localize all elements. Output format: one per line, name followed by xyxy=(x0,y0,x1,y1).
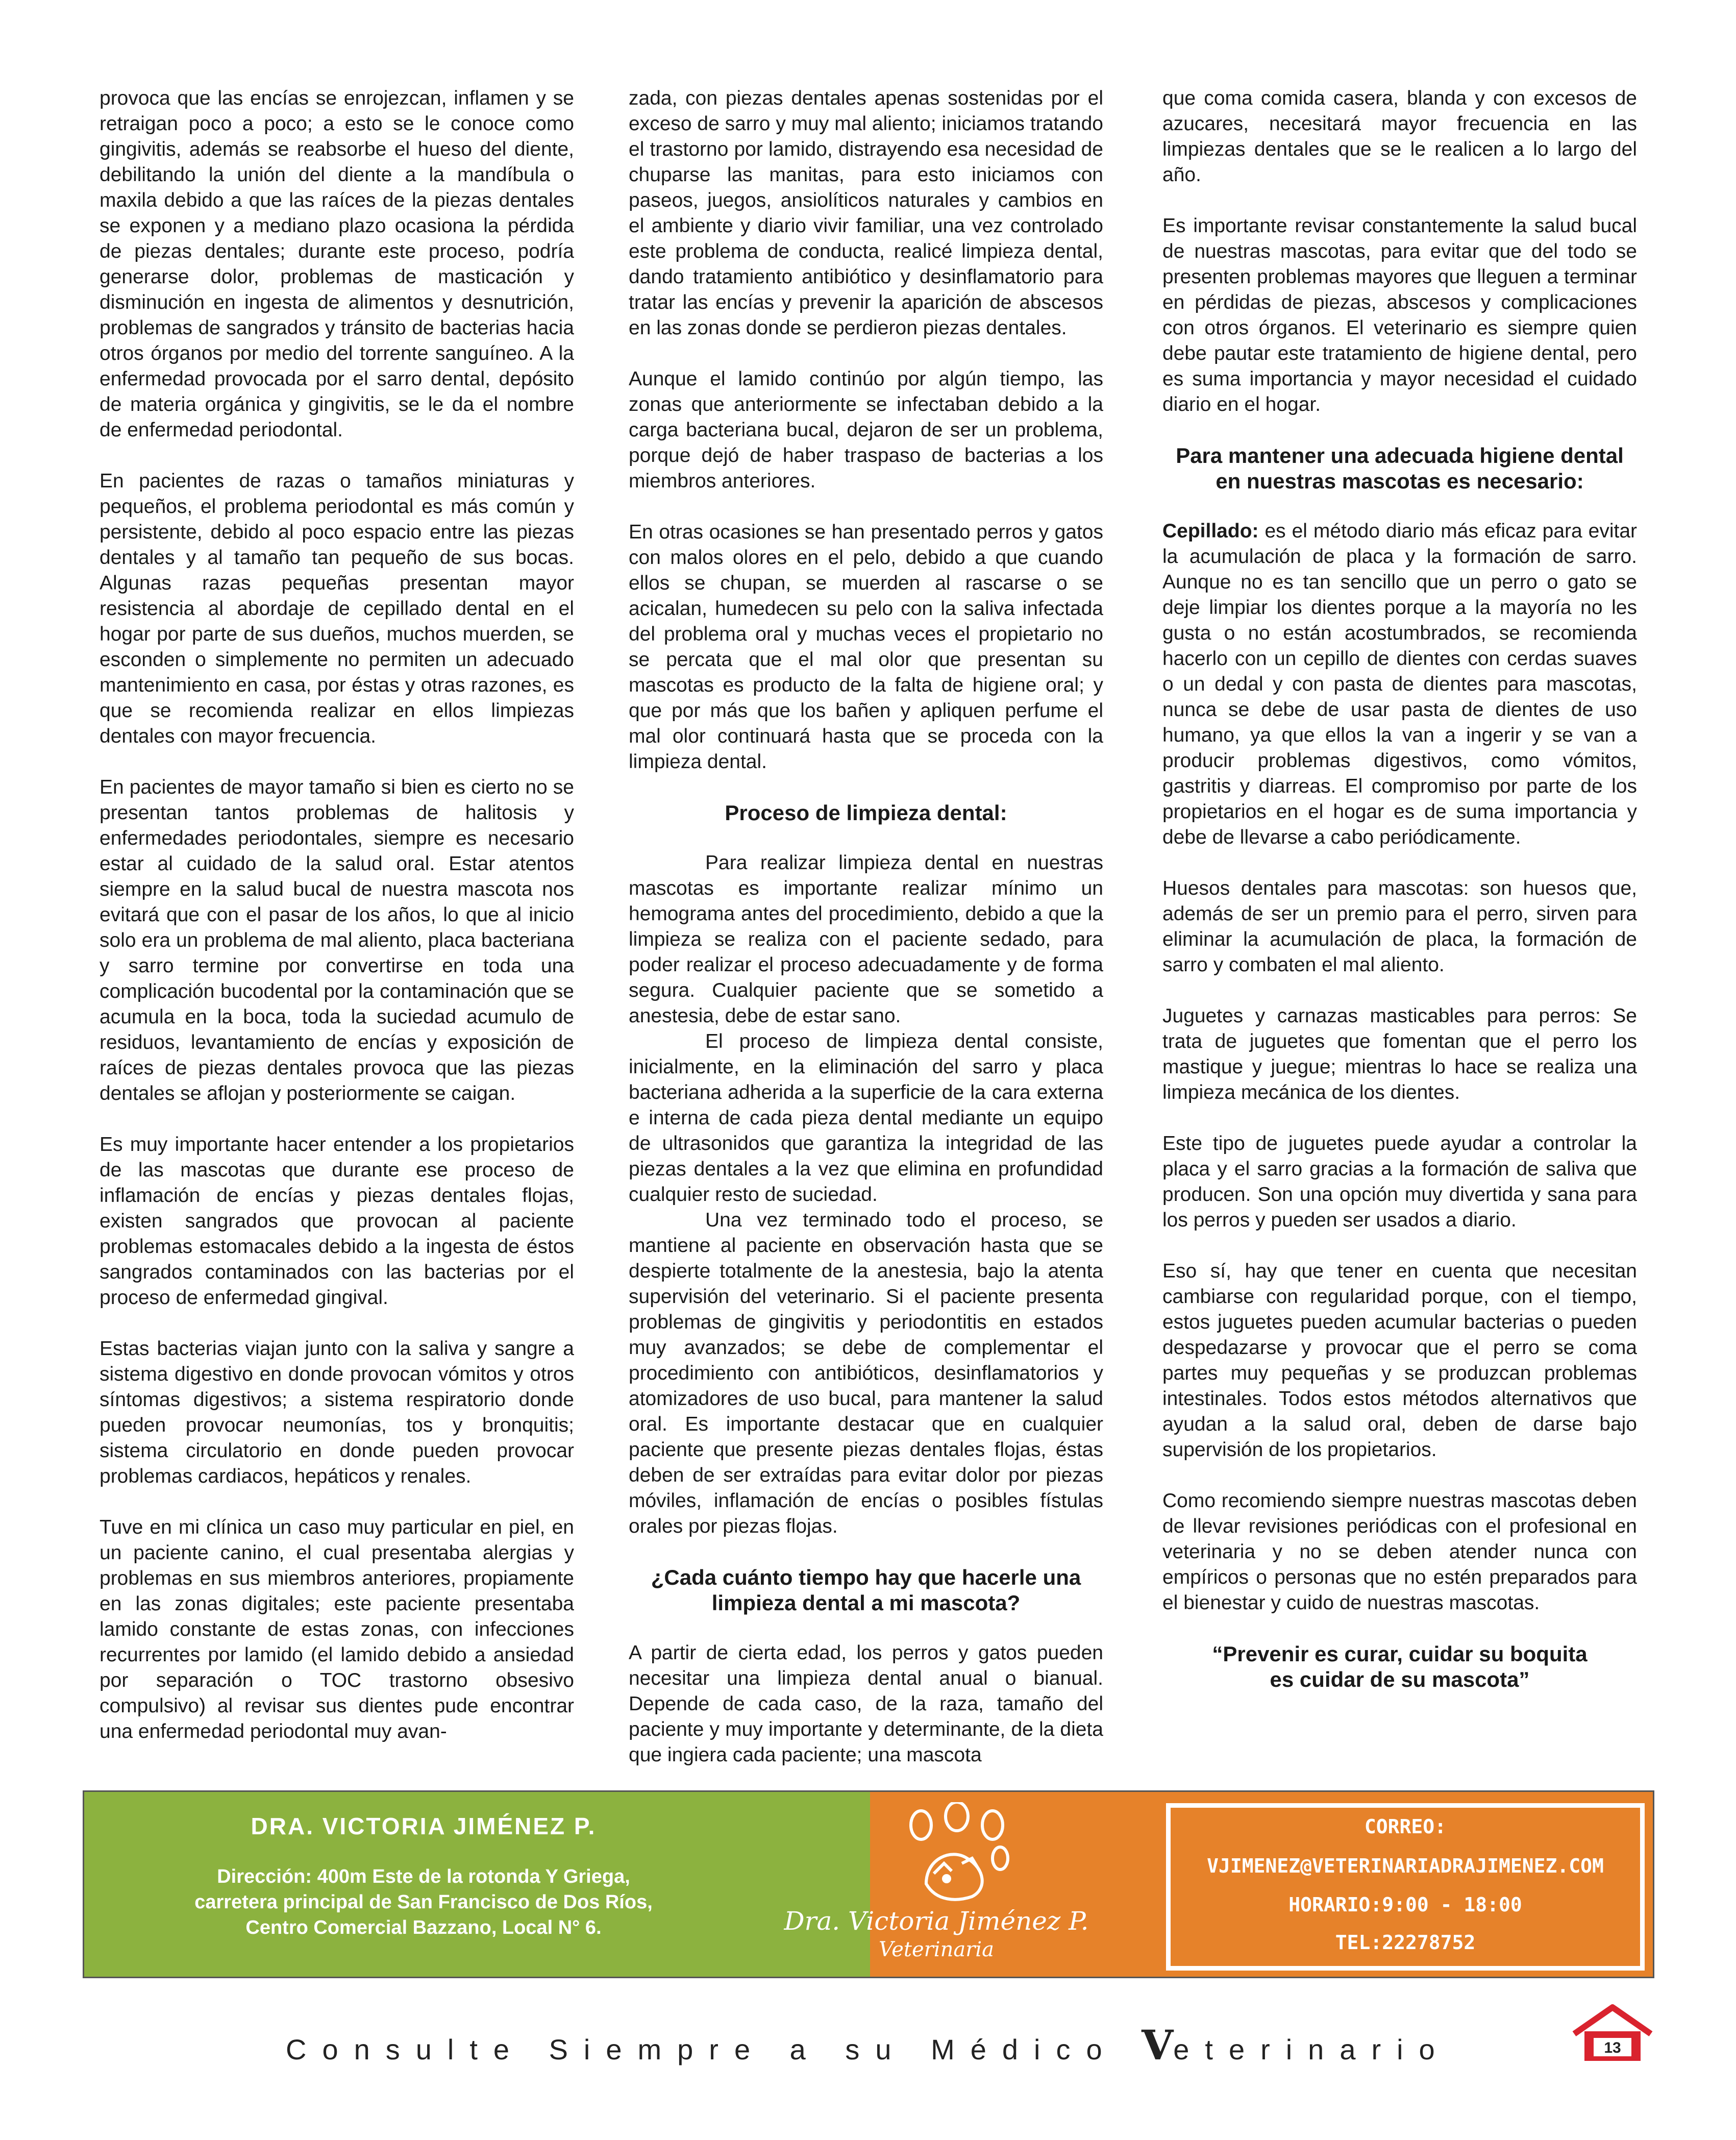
paw-print-logo-icon xyxy=(896,1802,1018,1904)
logo-subtitle: Veterinaria xyxy=(879,1938,994,1961)
section-heading: Para mantener una adecuada higiene dental en nuestras mascotas es necesario: xyxy=(1176,444,1624,493)
paragraph: En pacientes de razas o tamaños miniaturas y pequeños, el problema periodontal es más común y persistente, debido al poco espacio entre las piezas dentales y al tamaño tan pequeño de sus bocas. Algunas razas pequeñas presentan mayor resistencia al abordaje de cepillado dental en el hogar por parte de sus dueños, muchos muerden, se esconden o simplemente no permiten un adecuado mantenimiento en casa, por éstas y otras razones, es que se recomienda realizar en ellos limpiezas dentales con mayor frecuencia. xyxy=(100,470,574,747)
tagline-end: eterinario xyxy=(1173,2033,1451,2065)
paragraph: provoca que las encías se enrojezcan, inflamen y se retraigan poco a poco; a esto se le conoce como gingivitis, además se reabsorbe el hueso del diente, debilitando la unión del diente a la mandíbula o maxila debido a que las raíces de la piezas dentales se exponen y a mediano plazo ocasiona la pérdida de piezas dentales; durante este proceso, podría generarse dolor, problemas de masticación y disminución en ingesta de alimentos y desnutrición, problemas de sangrados y tránsito de bacterias hacia otros órganos por medio del torrente sanguíneo. A la enfermedad provocada por el sarro dental, depósito de materia orgánica y gingivitis, se le da el nombre de enfermedad periodontal. xyxy=(100,87,574,441)
column-1 xyxy=(100,86,574,1744)
paragraph xyxy=(1162,519,1637,850)
contact-box xyxy=(1166,1803,1645,1971)
paragraph: Este tipo de juguetes puede ayudar a controlar la placa y el sarro gracias a la formación de saliva que producen. Son una opción muy divertida y sana para los perros y pueden ser usados a diario. xyxy=(1162,1133,1637,1231)
tagline-start: Consulte Siempre a su Médico xyxy=(286,2033,1142,2065)
paragraph: zada, con piezas dentales apenas sostenidas por el exceso de sarro y muy mal aliento; iniciamos tratando el trastorno por lamido, distrayendo esa necesidad de chuparse las manitas, para esto iniciamos con paseos, juegos, ansiolíticos naturales y cambios en el ambiente y diario vivir familiar, una vez controlado este problema de conducta, realicé limpieza dental, dando tratamiento antibiótico y desinflamatorio para tratar las encías y prevenir la aparición de abscesos en las zonas donde se perdieron piezas dentales. xyxy=(629,87,1103,339)
address-line-2: carretera principal de San Francisco de Dos Ríos, xyxy=(194,1891,653,1913)
paragraph: Estas bacterias viajan junto con la saliva y sangre a sistema digestivo en donde provocan vómitos y otros síntomas digestivos; a sistema respiratorio donde pueden provocar neumonías, tos y bronquitis; sistema circulatorio en donde pueden provocar problemas cardiacos, hepáticos y renales. xyxy=(100,1338,574,1487)
vet-ad-banner xyxy=(83,1790,1654,1978)
paragraph-text: es el método diario más eficaz para evitar la acumulación de placa y la formación de sarro. Aunque no es tan sencillo que un perro o gato se deje limpiar los dientes porque a la mayoría no les gusta o no están acostumbrados, se recomienda hacerlo con un cepillo de dientes con cerdas suaves o un dedal y con pasta de dientes para mascotas, nunca se debe de usar pasta de dientes de uso humano, ya que ellos la van a ingerir y se van a producir problemas digestivos, como vómitos, gastritis y diarreas. El compromiso por parte de los propietarios en el hogar es de suma importancia y debe de llevarse a cabo periódicamente. xyxy=(1162,520,1637,848)
closing-quote-line-2: es cuidar de su mascota” xyxy=(1270,1667,1530,1691)
paragraph: Juguetes y carnazas masticables para perros: Se trata de juguetes que fomentan que el perro los mastique y juegue; mientras lo hace se realiza una limpieza mecánica de los dientes. xyxy=(1162,1005,1637,1103)
section-heading: ¿Cada cuánto tiempo hay que hacerle una limpieza dental a mi mascota? xyxy=(651,1565,1081,1615)
closing-quote-line-1: “Prevenir es curar, cuidar su boquita xyxy=(1212,1642,1588,1666)
paragraph: El proceso de limpieza dental consiste, inicialmente, en la eliminación del sarro y placa bacteriana adherida a la superficie de la cara externa e interna de cada pieza dental mediante un equipo de ultrasonidos que garantiza la integridad de las piezas dentales a la vez que elimina en profundidad cualquier resto de suciedad. xyxy=(629,1030,1103,1206)
address-line-3: Centro Comercial Bazzano, Local N° 6. xyxy=(245,1917,602,1938)
phone: TEL:22278752 xyxy=(1335,1931,1476,1954)
hours: HORARIO:9:00 - 18:00 xyxy=(1288,1893,1522,1916)
email-label: CORREO: xyxy=(1364,1815,1447,1838)
vet-name: DRA. VICTORIA JIMÉNEZ P. xyxy=(251,1813,597,1839)
paragraph: que coma comida casera, blanda y con excesos de azucares, necesitará mayor frecuencia en las limpiezas dentales que se le realicen a lo largo del año. xyxy=(1162,87,1637,186)
paragraph: Tuve en mi clínica un caso muy particular en piel, en un paciente canino, el cual presentaba alergias y problemas en sus miembros anteriores, propiamente en las zonas digitales; este paciente presentaba lamido constante de estas zonas, con infecciones recurrentes por lamido (el lamido debido a ansiedad por separación o TOC trastorno obsesivo compulsivo) al revisar sus dientes pude encontrar una enfermedad periodontal muy avan- xyxy=(100,1516,574,1742)
paragraph: Como recomiendo siempre nuestras mascotas deben de llevar revisiones periódicas con el profesional en veterinaria y no se deben atender nunca con empíricos o personas que no estén preparados para el bienestar y cuido de nuestras mascotas. xyxy=(1162,1490,1637,1614)
house-badge-icon xyxy=(1569,2003,1656,2064)
column-2 xyxy=(629,86,1103,1768)
paragraph: Para realizar limpieza dental en nuestras mascotas es importante realizar mínimo un hemograma antes del procedimiento, debido a que la limpieza se realiza con el paciente sedado, para poder realizar el proceso adecuadamente y de forma segura. Cualquier paciente que se sometido a anestesia, debe de estar sano. xyxy=(629,852,1103,1027)
section-heading: Proceso de limpieza dental: xyxy=(725,801,1007,825)
paragraph: Huesos dentales para mascotas: son huesos que, además de ser un premio para el perro, sirven para eliminar la acumulación de placa, la formación de sarro y combaten el mal aliento. xyxy=(1162,877,1637,976)
paragraph: Eso sí, hay que tener en cuenta que necesitan cambiarse con regularidad porque, con el tiempo, estos juguetes pueden acumular bacterias o pueden despedazarse y provocar que el perro se coma partes muy pequeñas y se produzcan problemas intestinales. Todos estos métodos alternativos que ayudan a la salud oral, deben de darse bajo supervisión de los propietarios. xyxy=(1162,1260,1637,1461)
paragraph: Es importante revisar constantemente la salud bucal de nuestras mascotas, para evitar que del todo se presenten problemas mayores que lleguen a terminar en pérdidas de piezas, abscesos y complicaciones con otros órganos. El veterinario es siempre quien debe pautar este tratamiento de higiene dental, pero es suma importancia y mayor necesidad el cuidado diario en el hogar. xyxy=(1162,215,1637,415)
paragraph: Una vez terminado todo el proceso, se mantiene al paciente en observación hasta que se despierte totalmente de la anestesia, bajo la atenta supervisión del veterinario. Si el paciente presenta problemas de gingivitis y periodontitis en estados muy avanzados; se debe de complementar el procedimiento con antibióticos, desinflamatorios y atomizadores de uso bucal, para mantener la salud oral. Es importante destacar que en cualquier paciente que presente piezas dentales flojas, éstas deben de ser extraídas para evitar dolor por piezas móviles, inflamación de encías o posibles fístulas orales por piezas flojas. xyxy=(629,1209,1103,1537)
email-link[interactable]: VJIMENEZ@VETERINARIADRAJIMENEZ.COM xyxy=(1207,1855,1604,1877)
page-number: 13 xyxy=(1604,2039,1621,2056)
caduceus-v-icon: V xyxy=(1142,2021,1174,2069)
logo-wordmark: Dra. Victoria Jiménez P. xyxy=(784,1906,1089,1936)
column-3 xyxy=(1162,86,1637,1692)
paragraph: En otras ocasiones se han presentado perros y gatos con malos olores en el pelo, debido a que cuando ellos se chupan, se muerden al rascarse o se acicalan, humedecen su pelo con la saliva infectada del problema oral y muchas veces el propietario no se percata que el mal olor que presentan su mascotas es producto de la falta de higiene oral; y que por más que los bañen y apliquen perfume el mal olor continuará hasta que se proceda con la limpieza dental. xyxy=(629,521,1103,773)
address-line-1: Dirección: 400m Este de la rotonda Y Griega, xyxy=(217,1866,630,1887)
paragraph: A partir de cierta edad, los perros y gatos pueden necesitar una limpieza dental anual o bianual. Depende de cada caso, de la raza, tamaño del paciente y muy importante y determinante, de la dieta que ingiera cada paciente; una mascota xyxy=(629,1642,1103,1766)
paragraph: Es muy importante hacer entender a los propietarios de las mascotas que durante ese proceso de inflamación de encías y piezas dentales flojas, existen sangrados que provocan al paciente problemas estomacales debido a la ingesta de éstos sangrados contaminados con las bacterias por el proceso de enfermedad gingival. xyxy=(100,1134,574,1309)
footer-tagline xyxy=(286,2021,1451,2069)
paragraph: Aunque el lamido continúo por algún tiempo, las zonas que anteriormente se infectaban debido a la carga bacteriana bucal, dejaron de ser un problema, porque dejó de haber traspaso de bacterias a los miembros anteriores. xyxy=(629,368,1103,492)
paragraph: En pacientes de mayor tamaño si bien es cierto no se presentan tantos problemas de halitosis y enfermedades periodontales, siempre es necesario estar al cuidado de la salud oral. Estar atentos siempre en la salud bucal de nuestra mascota nos evitará que con el pasar de los años, lo que al inicio solo era un problema de mal aliento, placa bacteriana y sarro termine por convertirse en toda una complicación bucodental por la contaminación que se acumula en la boca, toda la suciedad acumulo de residuos, levantamiento de encías y exposición de raíces de piezas dentales provoca que las piezas dentales se aflojan y posteriormente se caigan. xyxy=(100,776,574,1104)
bold-lead: Cepillado: xyxy=(1162,520,1259,542)
